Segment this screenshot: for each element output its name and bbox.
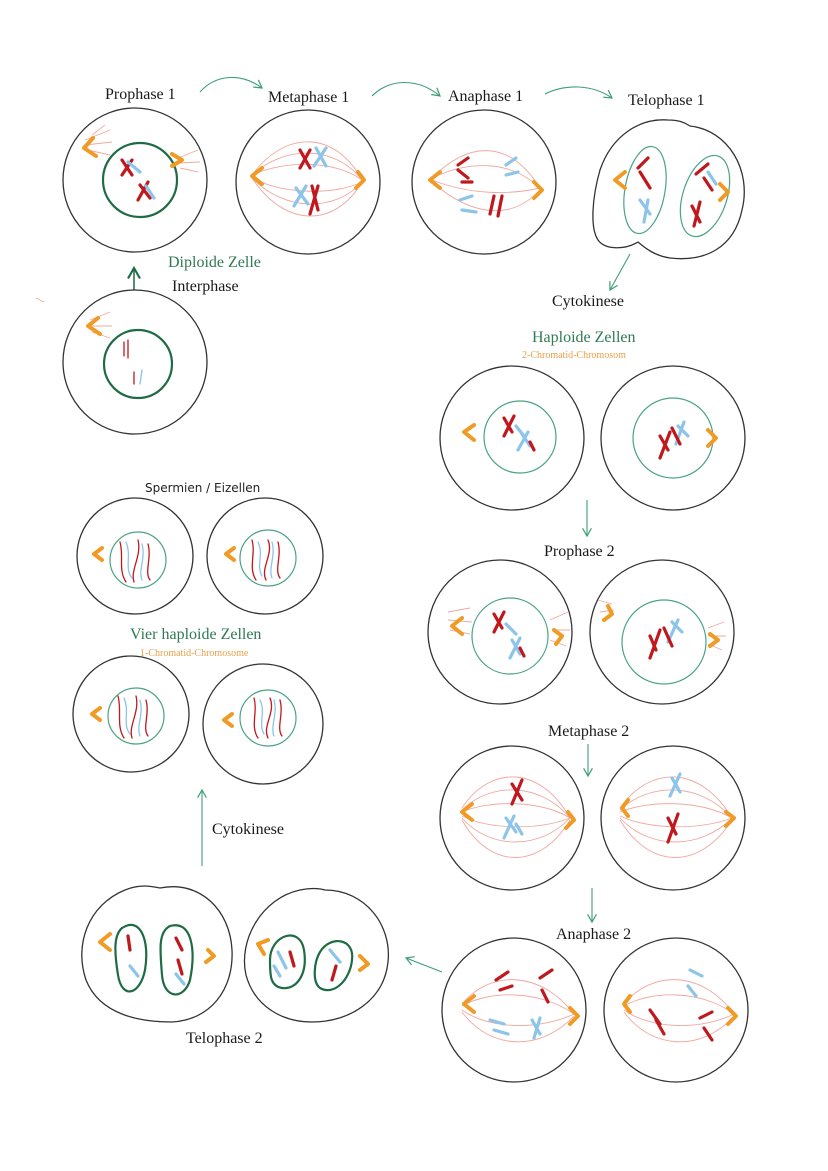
metaphase2-cell-left	[440, 746, 584, 890]
four-haploid-cell-left	[73, 656, 189, 772]
prophase1-cell	[63, 108, 207, 252]
haploid-cell-left	[440, 366, 584, 510]
label-metaphase2: Metaphase 2	[548, 723, 630, 740]
label-two-chromatid: 2-Chromatid-Chromosom	[522, 350, 626, 361]
arrow-metaphase1-anaphase1	[372, 83, 440, 97]
arrow-prophase1-metaphase1	[200, 77, 262, 92]
label-interphase: Interphase	[172, 278, 239, 295]
label-anaphase1: Anaphase 1	[448, 88, 524, 105]
anaphase1-cell	[412, 110, 556, 254]
telophase1-cell	[593, 120, 744, 259]
label-prophase1: Prophase 1	[105, 86, 176, 103]
haploid-cell-right	[601, 366, 745, 510]
interphase-cell	[63, 290, 207, 434]
label-vier-haploide: Vier haploide Zellen	[130, 626, 262, 643]
gamete-cell-left	[77, 498, 193, 614]
label-telophase1: Telophase 1	[628, 92, 705, 109]
label-cytokinese2: Cytokinese	[212, 821, 284, 838]
metaphase2-cell-right	[601, 746, 745, 890]
label-telophase2: Telophase 2	[186, 1030, 263, 1047]
anaphase2-cell-right	[604, 938, 748, 1082]
label-spermien-eizellen: Spermien / Eizellen	[145, 481, 261, 495]
label-prophase2: Prophase 2	[544, 543, 615, 560]
arrow-telophase1-cytokinese	[610, 254, 630, 290]
prophase2-cell-right	[590, 560, 734, 704]
telophase2-cell-left	[82, 886, 232, 1022]
anaphase2-cell-left	[442, 938, 586, 1082]
arrow-anaphase2-telophase2	[406, 958, 442, 972]
prophase2-cell-left	[428, 560, 572, 704]
telophase2-cell-right	[244, 889, 388, 1023]
label-metaphase1: Metaphase 1	[268, 89, 350, 106]
stray-mark	[36, 298, 44, 302]
four-haploid-cell-right	[203, 664, 323, 784]
label-anaphase2: Anaphase 2	[556, 926, 632, 943]
label-one-chromatid: 1-Chromatid-Chromosome	[140, 648, 249, 659]
label-diploide-zelle: Diploide Zelle	[168, 254, 261, 271]
metaphase1-cell	[236, 110, 380, 254]
label-cytokinese1: Cytokinese	[552, 293, 624, 310]
label-haploide-zellen: Haploide Zellen	[532, 329, 636, 346]
gamete-cell-right	[207, 498, 323, 614]
arrow-anaphase1-telophase1	[545, 87, 612, 98]
